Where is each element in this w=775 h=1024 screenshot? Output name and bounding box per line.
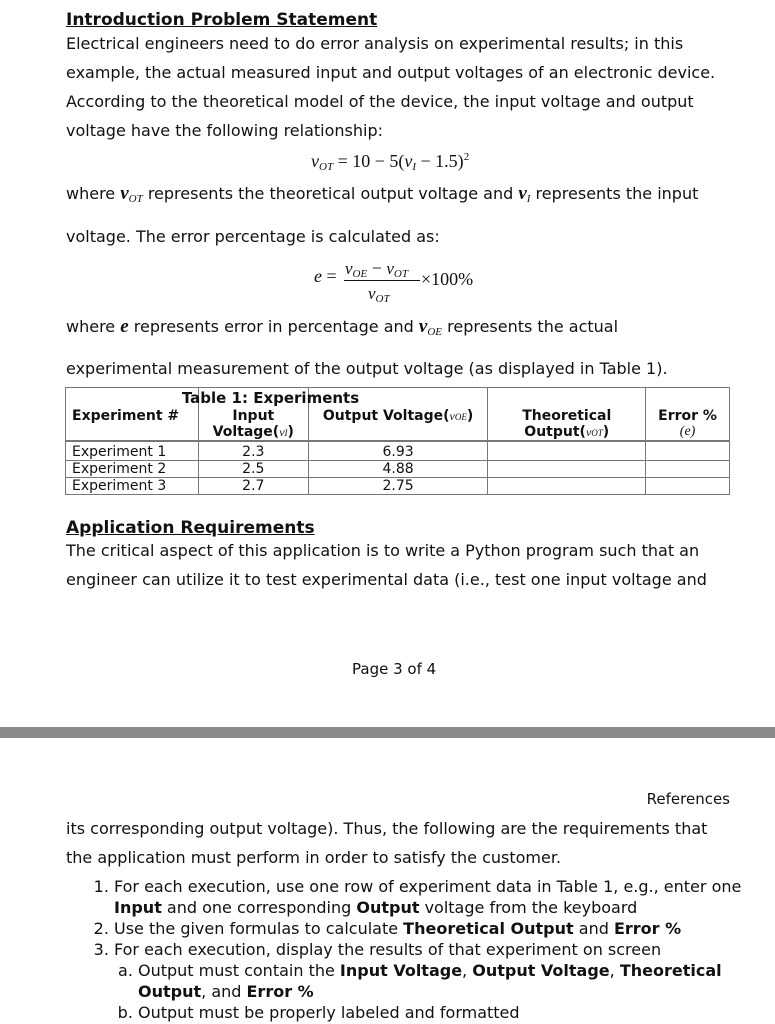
header-experiment: Experiment # xyxy=(66,388,199,442)
header-theoretical-output: Theoretical Output(vOT) xyxy=(488,388,646,442)
intro-heading: Introduction Problem Statement xyxy=(66,10,378,30)
table-row xyxy=(66,478,730,495)
page-break-divider xyxy=(0,727,775,738)
table-caption: Table 1: Experiments xyxy=(181,389,360,407)
formula-theoretical-output: $v_{OT} = 10 - 5(v_I - 1.5)^2$ xyxy=(311,151,470,173)
header-output-voltage: Output Voltage(vOE) xyxy=(308,388,488,442)
cell-theoretical-output xyxy=(488,478,646,495)
table-row xyxy=(66,441,730,461)
cell-experiment-name: Experiment 1 xyxy=(66,441,199,461)
cell-error xyxy=(646,441,730,461)
where-error-line-2: experimental measurement of the output voltage (as displayed in Table 1). xyxy=(66,359,668,378)
next-page-line-1: its corresponding output voltage). Thus, the following are the requirements that xyxy=(66,819,708,838)
cell-output-voltage: 4.88 xyxy=(308,461,488,478)
cell-output-voltage: 2.75 xyxy=(308,478,488,495)
formula-error-times: ×100% xyxy=(421,269,474,289)
formula-error-numerator: $v_{OE} - v_{OT}$ xyxy=(345,258,408,280)
cell-experiment-name: Experiment 3 xyxy=(66,478,199,495)
cell-error xyxy=(646,461,730,478)
header-input: Table 1: Experiments Input Voltage(vI) xyxy=(181,389,360,440)
requirement-3b: b. Output must be properly labeled and formatted xyxy=(138,1002,774,1023)
cell-theoretical-output xyxy=(488,461,646,478)
cell-input-voltage: 2.7 xyxy=(198,478,308,495)
cell-input-voltage: 2.3 xyxy=(198,441,308,461)
cell-input-voltage: 2.5 xyxy=(198,461,308,478)
app-line-2: engineer can utilize it to test experimental data (i.e., test one input voltage and xyxy=(66,570,707,589)
cell-theoretical-output xyxy=(488,441,646,461)
requirement-3-sublist xyxy=(114,960,774,1023)
intro-line-2: example, the actual measured input and output voltages of an electronic device. xyxy=(66,63,716,82)
where-theoretical-line: where vOT represents the theoretical output voltage and vI represents the input xyxy=(66,183,699,205)
table-row xyxy=(66,461,730,478)
intro-line-4: voltage have the following relationship: xyxy=(66,121,384,140)
formula-error-fraction-bar xyxy=(344,280,420,281)
intro-line-3: According to the theoretical model of the device, the input voltage and output xyxy=(66,92,694,111)
requirement-3: 3. For each execution, display the results of that experiment on screen a. Output must contain the Input Voltage, Output Voltage, Theoretical Output, and Error % b. Output must be properly labeled and formatted xyxy=(114,939,774,1023)
formula-error-lhs: e = xyxy=(314,266,337,286)
next-page-line-2: the application must perform in order to satisfy the customer. xyxy=(66,848,562,867)
where-error-line: where e represents error in percentage and vOE represents the actual xyxy=(66,316,619,338)
header-error: Error % (e) xyxy=(646,388,730,442)
table-header-row xyxy=(66,388,730,442)
requirement-2: 2. Use the given formulas to calculate Theoretical Output and Error % xyxy=(114,918,774,939)
app-line-1: The critical aspect of this application is to write a Python program such that an xyxy=(66,541,700,560)
requirements-list xyxy=(86,876,774,1023)
experiments-table xyxy=(65,387,730,495)
cell-error xyxy=(646,478,730,495)
requirement-3a: a. Output must contain the Input Voltage, Output Voltage, Theoretical Output, and Error % xyxy=(138,960,774,1002)
cell-output-voltage: 6.93 xyxy=(308,441,488,461)
intro-line-1: Electrical engineers need to do error analysis on experimental results; in this xyxy=(66,34,684,53)
page-number: Page 3 of 4 xyxy=(352,660,437,678)
cell-experiment-name: Experiment 2 xyxy=(66,461,199,478)
app-heading: Application Requirements xyxy=(66,518,315,538)
where-theoretical-line-2: voltage. The error percentage is calculated as: xyxy=(66,227,440,246)
formula-error-denominator: $v_{OT}$ xyxy=(368,284,390,305)
references-header: References xyxy=(646,790,730,808)
requirement-1: 1. For each execution, use one row of experiment data in Table 1, e.g., enter one Input and one corresponding Output voltage from the keyboard xyxy=(114,876,774,918)
